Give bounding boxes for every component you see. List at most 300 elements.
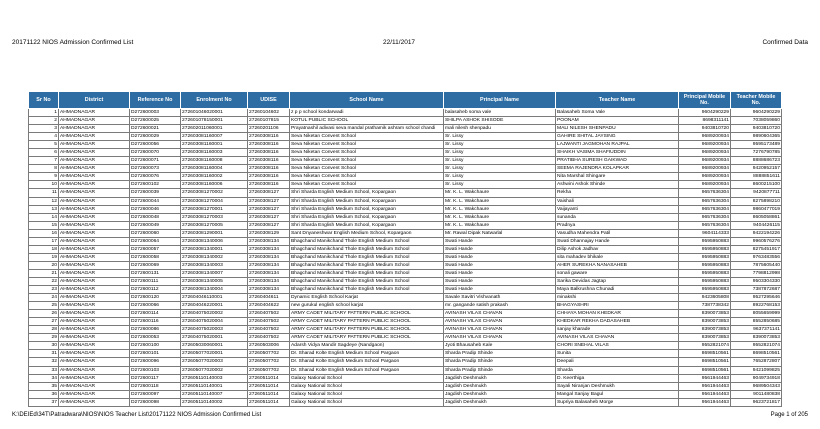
table-cell: 272603081270005 xyxy=(181,221,248,229)
table-cell: 272604075020004 xyxy=(181,318,248,326)
table-cell: 27260511014 xyxy=(248,382,290,390)
table-cell: Pradnya xyxy=(556,221,679,229)
table-cell: Balasaheb Soma Vale xyxy=(556,109,679,117)
table-cell: 27260308134 xyxy=(248,245,290,253)
table-cell: 9552821074 xyxy=(731,342,782,350)
table-cell: Sarika Devidas Jagtap xyxy=(556,277,679,285)
table-cell: D272600114 xyxy=(130,310,181,318)
table-cell: 9595950883 xyxy=(679,277,731,285)
table-cell: sita mahadev bhikale xyxy=(556,253,679,261)
table-cell: Swati Hande xyxy=(444,253,556,261)
report-date: 22/11/2017 xyxy=(383,39,416,46)
table-cell: 272605110140001 xyxy=(181,382,248,390)
table-cell: Ashwini Ashok Shinde xyxy=(556,181,679,189)
table-cell: 9623721817 xyxy=(731,398,782,406)
table-cell: Jagdish Deshmukh xyxy=(444,390,556,398)
table-cell: Maya Balkrushna Chunadi xyxy=(556,286,679,294)
table-row xyxy=(29,318,782,326)
table-cell: Bhagchand Manikchand Thole English Medium School xyxy=(290,286,444,294)
table-cell: D272600076 xyxy=(130,173,181,181)
table-cell: 9503304330 xyxy=(731,277,782,285)
table-cell: sanjay kharade xyxy=(556,326,679,334)
table-cell: new gurukul english school karjat xyxy=(290,302,444,310)
table-cell: 272603081160008 xyxy=(181,157,248,165)
table-cell: AHMADNAGAR xyxy=(59,181,130,189)
table-cell: 27260308129 xyxy=(248,229,290,237)
table-cell: 27260308116 xyxy=(248,157,290,165)
table-row xyxy=(29,221,782,229)
table-cell: 31 xyxy=(29,350,59,358)
admission-table xyxy=(28,91,782,407)
table-cell: 9890604365 xyxy=(731,133,782,141)
table-cell: 27260507702 xyxy=(248,358,290,366)
table-cell: Seva Niketan Convent School xyxy=(290,149,444,157)
table-cell: Sharda Pradip Shinde xyxy=(444,350,556,358)
table-cell: Vaishali xyxy=(556,197,679,205)
table-cell: 27260503006 xyxy=(248,342,290,350)
table-cell: 27260308116 xyxy=(248,165,290,173)
table-cell: Swati Hande xyxy=(444,237,556,245)
table-cell: 7038059860 xyxy=(731,117,782,125)
column-header: Principal Name xyxy=(444,92,556,109)
table-cell: D272600053 xyxy=(130,334,181,342)
table-cell: 272603081340005 xyxy=(181,277,248,285)
table-cell: 9689200934 xyxy=(679,133,731,141)
table-cell: 27260308116 xyxy=(248,149,290,157)
table-cell: Jagdish Deshmukh xyxy=(444,382,556,390)
table-cell: 8698510561 xyxy=(731,350,782,358)
table-cell: 9561944463 xyxy=(679,390,731,398)
table-cell: 272603081340002 xyxy=(181,253,248,261)
table-row xyxy=(29,302,782,310)
table-cell: D272600029 xyxy=(130,133,181,141)
table-cell: Swati Dhannajay Hande xyxy=(556,237,679,245)
table-row xyxy=(29,334,782,342)
table-cell: 8275898210 xyxy=(731,197,782,205)
table-cell: minakshi xyxy=(556,294,679,302)
table-cell: D272600064 xyxy=(130,237,181,245)
table-cell: D272600044 xyxy=(130,197,181,205)
table-cell: AHMADNAGAR xyxy=(59,390,130,398)
table-row xyxy=(29,390,782,398)
table-row xyxy=(29,286,782,294)
table-cell: Vasudha Mahendra Patil xyxy=(556,229,679,237)
table-cell: Seva Niketan Convent School xyxy=(290,165,444,173)
table-cell: 27 xyxy=(29,318,59,326)
table-cell: AHMADNAGAR xyxy=(59,117,130,125)
table-cell: 9689200934 xyxy=(679,165,731,173)
table-cell: 272603081160004 xyxy=(181,165,248,173)
table-cell: mali nilesh shenpadu xyxy=(444,125,556,133)
table-cell: 27260107815 xyxy=(248,117,290,125)
table-cell: 27260308116 xyxy=(248,173,290,181)
table-cell: 9561944463 xyxy=(679,374,731,382)
table-cell: KHEDKAR REKHA DADASAHEB xyxy=(556,318,679,326)
table-row xyxy=(29,326,782,334)
table-cell: 27260308116 xyxy=(248,141,290,149)
table-cell: Swati Hande xyxy=(444,286,556,294)
table-cell: 27260404622 xyxy=(248,302,290,310)
table-cell: Galaxy National School xyxy=(290,382,444,390)
table-cell: Dilip Ashok Jadhav xyxy=(556,245,679,253)
column-header: Teacher Name xyxy=(556,92,679,109)
table-cell: AHMADNAGAR xyxy=(59,197,130,205)
table-cell: D272600086 xyxy=(130,326,181,334)
table-cell: 9595173489 xyxy=(731,141,782,149)
table-cell: Galaxy National School xyxy=(290,398,444,406)
table-row xyxy=(29,350,782,358)
table-cell: Bhagchand Manikchand Thole English Medium School xyxy=(290,269,444,277)
table-cell: 272603081340007 xyxy=(181,269,248,277)
table-cell: AHMADNAGAR xyxy=(59,149,130,157)
table-cell: Sharda Pradip Shinde xyxy=(444,366,556,374)
table-cell: AHMADNAGAR xyxy=(59,261,130,269)
table-cell: Sr. Lissy xyxy=(444,173,556,181)
table-cell: AHMADNAGAR xyxy=(59,205,130,213)
table-cell: Bhagchand Manikchand Thole English Medium School xyxy=(290,277,444,285)
table-cell: 27260511014 xyxy=(248,390,290,398)
table-cell: AHMADNAGAR xyxy=(59,109,130,117)
table-cell: Mr. K. L. Wakchaure xyxy=(444,221,556,229)
column-header: UDISE xyxy=(248,92,290,109)
table-cell: 27260308127 xyxy=(248,213,290,221)
table-cell: D272600070 xyxy=(130,149,181,157)
table-row xyxy=(29,229,782,237)
table-cell: SHAIKH VASIMA SHAFIUDDIN xyxy=(556,149,679,157)
table-cell: Sharda Pradip Shinde xyxy=(444,358,556,366)
table-cell: Sr. Lissy xyxy=(444,181,556,189)
table-cell: D272600116 xyxy=(130,318,181,326)
table-cell: 27260511014 xyxy=(248,398,290,406)
table-cell: D272600048 xyxy=(130,213,181,221)
table-cell: 3 xyxy=(29,125,59,133)
table-cell: Dr. Sharad Kolte English Medium School Pargaon xyxy=(290,358,444,366)
table-row xyxy=(29,157,782,165)
table-cell: D272600021 xyxy=(130,125,181,133)
table-cell: 36 xyxy=(29,390,59,398)
table-cell: 9049734918 xyxy=(731,374,782,382)
table-cell: 272605110140003 xyxy=(181,374,248,382)
table-cell: 9552821074 xyxy=(679,342,731,350)
table-cell: AHMADNAGAR xyxy=(59,245,130,253)
table-cell: 9595950883 xyxy=(679,286,731,294)
table-cell: Sayali Niranjan Deshmukh xyxy=(556,382,679,390)
table-cell: 28 xyxy=(29,326,59,334)
table-cell: Swati Hande xyxy=(444,261,556,269)
table-cell: 8390073853 xyxy=(679,334,731,342)
table-cell: AHMADNAGAR xyxy=(59,133,130,141)
table-cell: Mr. K. L. Wakchaure xyxy=(444,205,556,213)
table-cell: Swati Hande xyxy=(444,269,556,277)
table-cell: 4 xyxy=(29,133,59,141)
table-cell: 27260308134 xyxy=(248,269,290,277)
table-cell: Shardа xyxy=(556,366,679,374)
table-cell: Seva Niketan Convent School xyxy=(290,173,444,181)
table-cell: Sr. Lissy xyxy=(444,165,556,173)
table-cell: PRATIBHA SURESH GAIKWAD xyxy=(556,157,679,165)
table-cell: Rekha xyxy=(556,189,679,197)
table-cell: AHMADNAGAR xyxy=(59,277,130,285)
table-cell: AHMADNAGAR xyxy=(59,350,130,358)
table-row xyxy=(29,197,782,205)
table-cell: 1 xyxy=(29,109,59,117)
table-row xyxy=(29,382,782,390)
table-cell: 27260407502 xyxy=(248,318,290,326)
table-cell: AHMADNAGAR xyxy=(59,213,130,221)
table-cell: AHMADNAGAR xyxy=(59,157,130,165)
table-cell: 272604046220001 xyxy=(181,302,248,310)
table-cell: Dynamic English School Karjat xyxy=(290,294,444,302)
table-cell: 27260308127 xyxy=(248,197,290,205)
table-body xyxy=(29,109,782,407)
column-header: Principal Mobile No. xyxy=(679,92,731,109)
table-cell: 9404426115 xyxy=(731,221,782,229)
table-cell: 5 xyxy=(29,141,59,149)
table-cell: 8390073853 xyxy=(679,318,731,326)
table-row xyxy=(29,261,782,269)
table-cell: Shri Sharda English Medium School, Kopargaon xyxy=(290,189,444,197)
table-cell: D272600120 xyxy=(130,294,181,302)
table-cell: 9595950883 xyxy=(679,245,731,253)
table-cell: D272600003 xyxy=(130,109,181,117)
table-row xyxy=(29,181,782,189)
table-cell: 27260104602 xyxy=(248,109,290,117)
table-cell: 27260407502 xyxy=(248,334,290,342)
table-cell: 272603081340004 xyxy=(181,286,248,294)
column-header: Enrolment No xyxy=(181,92,248,109)
table-cell: 8888851611 xyxy=(731,173,782,181)
table-cell: 9422194226 xyxy=(731,229,782,237)
table-cell: Mr. K. L. Wakchaure xyxy=(444,197,556,205)
table-cell: 272601078150001 xyxy=(181,117,248,125)
table-cell: 13 xyxy=(29,205,59,213)
table-cell: Bhagchand Manikchand Thole English Medium School xyxy=(290,245,444,253)
table-row xyxy=(29,310,782,318)
table-cell: D272600060 xyxy=(130,229,181,237)
table-cell: 8390073853 xyxy=(679,310,731,318)
table-cell: 272603081160002 xyxy=(181,173,248,181)
table-cell: 272603081340006 xyxy=(181,237,248,245)
table-cell: 8390073853 xyxy=(731,334,782,342)
table-cell: D272600096 xyxy=(130,358,181,366)
table-cell: 272603081160007 xyxy=(181,133,248,141)
table-cell: 272605110140002 xyxy=(181,398,248,406)
table-cell: AHMADNAGAR xyxy=(59,374,130,382)
table-cell: AHMADNAGAR xyxy=(59,237,130,245)
table-cell: 9595950883 xyxy=(679,237,731,245)
table-cell: AHMADNAGAR xyxy=(59,366,130,374)
table-cell: 7798812998 xyxy=(731,269,782,277)
table-cell: 27260511014 xyxy=(248,374,290,382)
table-cell: Galaxy National School xyxy=(290,390,444,398)
table-cell: AHMADNAGAR xyxy=(59,229,130,237)
table-cell: 2 xyxy=(29,117,59,125)
table-cell: 9657636304 xyxy=(679,197,731,205)
table-cell: 9421099825 xyxy=(731,366,782,374)
table-cell: 9604290229 xyxy=(731,109,782,117)
table-cell: ARMY CADET MILITARY PATTERN PUBLIC SCHOOL xyxy=(290,318,444,326)
table-cell: Shri Sharda English Medium School, Kopargaon xyxy=(290,213,444,221)
table-cell: AHMADNAGAR xyxy=(59,165,130,173)
table-cell: 9657636304 xyxy=(679,221,731,229)
table-cell: Sr. Lissy xyxy=(444,149,556,157)
table-cell: AHMADNAGAR xyxy=(59,358,130,366)
table-cell: Sr. Lissy xyxy=(444,157,556,165)
table-cell: Savale Savitri Vishvanath xyxy=(444,294,556,302)
table-cell: 9011480838 xyxy=(731,390,782,398)
table-cell: POONAM xyxy=(556,117,679,125)
table-cell: Jagdish Deshmukh xyxy=(444,398,556,406)
table-cell: 272603081270002 xyxy=(181,189,248,197)
table-cell: 272605030060001 xyxy=(181,342,248,350)
table-cell: 27260308134 xyxy=(248,237,290,245)
table-cell: Mr. Rawal Dipak Natwarlal xyxy=(444,229,556,237)
table-cell: KOTUL PUBLIC SCHOOL xyxy=(290,117,444,125)
table-row xyxy=(29,149,782,157)
table-cell: 7276790785 xyxy=(731,149,782,157)
table-cell: 27260507702 xyxy=(248,366,290,374)
table-cell: AHMADNAGAR xyxy=(59,294,130,302)
table-cell: 8698311141 xyxy=(679,117,731,125)
table-cell: 14 xyxy=(29,213,59,221)
table-cell: D272600117 xyxy=(130,374,181,382)
table-row xyxy=(29,237,782,245)
table-cell: AVINASH VILAS CHAVAN xyxy=(444,318,556,326)
table-row xyxy=(29,342,782,350)
table-cell: 272603081160006 xyxy=(181,181,248,189)
table-cell: 8552850685 xyxy=(731,318,782,326)
table-row xyxy=(29,253,782,261)
table-cell: AHER SUREKHA NANASAHEB xyxy=(556,261,679,269)
table-cell: 33 xyxy=(29,366,59,374)
table-cell: sunanda xyxy=(556,213,679,221)
table-cell: 35 xyxy=(29,382,59,390)
table-cell: 9420877711 xyxy=(731,189,782,197)
table-cell: 7875605440 xyxy=(731,261,782,269)
table-row xyxy=(29,133,782,141)
table-cell: D272600069 xyxy=(130,261,181,269)
table-cell: D272600111 xyxy=(130,277,181,285)
table-cell: 9403810720 xyxy=(679,125,731,133)
table-cell: Bhagchand Manikchand Thole English Medium School xyxy=(290,253,444,261)
table-cell: D272600025 xyxy=(130,117,181,125)
table-cell: Seva Niketan Convent School xyxy=(290,141,444,149)
table-cell: 9637371141 xyxy=(731,326,782,334)
table-row xyxy=(29,125,782,133)
table-cell: D272600058 xyxy=(130,253,181,261)
table-cell: Sr. Lissy xyxy=(444,133,556,141)
table-cell: AVINASH VILAS CHAVAN xyxy=(444,326,556,334)
table-cell: Vaijayanti xyxy=(556,205,679,213)
table-cell: D272600102 xyxy=(130,181,181,189)
table-row xyxy=(29,374,782,382)
table-cell: Sant Dnyaneshwar English Medium School, Kopargaon xyxy=(290,229,444,237)
table-row xyxy=(29,213,782,221)
table-cell: AHMADNAGAR xyxy=(59,189,130,197)
table-cell: 27260308116 xyxy=(248,133,290,141)
table-cell: 27260308127 xyxy=(248,189,290,197)
table-cell: D272600073 xyxy=(130,165,181,173)
table-cell: 8698510561 xyxy=(679,366,731,374)
table-cell: 272605077020003 xyxy=(181,358,248,366)
table-cell: D272600056 xyxy=(130,141,181,149)
table-cell: 27260407502 xyxy=(248,310,290,318)
table-cell: 272603081340001 xyxy=(181,245,248,253)
table-cell: 9657636304 xyxy=(679,213,731,221)
table-cell: AHMADNAGAR xyxy=(59,269,130,277)
table-cell: AHMADNAGAR xyxy=(59,302,130,310)
table-cell: 27260404611 xyxy=(248,294,290,302)
table-cell: Mangal Sanjay Bagul xyxy=(556,390,679,398)
table-cell: 8390073853 xyxy=(679,326,731,334)
table-cell: Dr. Sharad Kolte English Medium School Pargaon xyxy=(290,350,444,358)
table-cell: AHMADNAGAR xyxy=(59,125,130,133)
file-path: K:\DEIEd\34T\Patradwara\NIOS\NIOS Teacher List\20171122 NIOS Admission Confirmed List xyxy=(12,412,262,418)
table-row xyxy=(29,173,782,181)
table-cell: 7387872687 xyxy=(731,286,782,294)
table-cell: 17 xyxy=(29,237,59,245)
table-cell: 9527295646 xyxy=(731,294,782,302)
table-cell: mr. gangande satish prakash xyxy=(444,302,556,310)
table-cell: D272600098 xyxy=(130,398,181,406)
table-cell: 272603081270004 xyxy=(181,197,248,205)
table-cell: CHHAYA MOHAN KHEDKAR xyxy=(556,310,679,318)
table-cell: 9423605808 xyxy=(679,294,731,302)
table-cell: AHMADNAGAR xyxy=(59,342,130,350)
table-cell: Sr. Lissy xyxy=(444,141,556,149)
table-cell: 34 xyxy=(29,374,59,382)
table-cell: 27260308116 xyxy=(248,181,290,189)
table-cell: D. Keerthiga xyxy=(556,374,679,382)
table-cell: Seva Niketan Convent School xyxy=(290,181,444,189)
table-cell: 27260201106 xyxy=(248,125,290,133)
table-cell: 9657636304 xyxy=(679,205,731,213)
table-cell: 8600215100 xyxy=(731,181,782,189)
table-cell: 30 xyxy=(29,342,59,350)
table-cell: D272600049 xyxy=(130,221,181,229)
table-cell: 9 xyxy=(29,173,59,181)
table-row xyxy=(29,358,782,366)
table-cell: Seva Niketan Convent School xyxy=(290,157,444,165)
table-cell: 9689200934 xyxy=(679,141,731,149)
table-cell: ARMY CADET MILITARY PATTERN PUBLIC SCHOOL xyxy=(290,334,444,342)
table-cell: Galaxy National School xyxy=(290,374,444,382)
table-cell: 25 xyxy=(29,302,59,310)
table-cell: Mr. K. L. Wakchaure xyxy=(444,189,556,197)
table-cell: 9763483556 xyxy=(731,253,782,261)
table-cell: 272603081340003 xyxy=(181,261,248,269)
table-cell: AHMADNAGAR xyxy=(59,286,130,294)
table-cell: 272603081270001 xyxy=(181,205,248,213)
table-cell: 272604075020002 xyxy=(181,310,248,318)
table-cell: 24 xyxy=(29,294,59,302)
table-cell: D272600039 xyxy=(130,189,181,197)
table-cell: Prayatnashil adivasi seva mandal prathamik ashram school chandi xyxy=(290,125,444,133)
table-cell: D272600071 xyxy=(130,157,181,165)
table-cell: 272605077020001 xyxy=(181,350,248,358)
table-cell: D272600100 xyxy=(130,342,181,350)
table-cell: AHMADNAGAR xyxy=(59,334,130,342)
table-cell: sonali gaware xyxy=(556,269,679,277)
table-cell: 15 xyxy=(29,221,59,229)
table-cell: 9420952157 xyxy=(731,165,782,173)
table-cell: 8275451917 xyxy=(731,245,782,253)
table-cell: D272600046 xyxy=(130,205,181,213)
table-cell: 9860477019 xyxy=(731,205,782,213)
table-cell: 20 xyxy=(29,261,59,269)
table-cell: 272604046110001 xyxy=(181,294,248,302)
table-row xyxy=(29,109,782,117)
